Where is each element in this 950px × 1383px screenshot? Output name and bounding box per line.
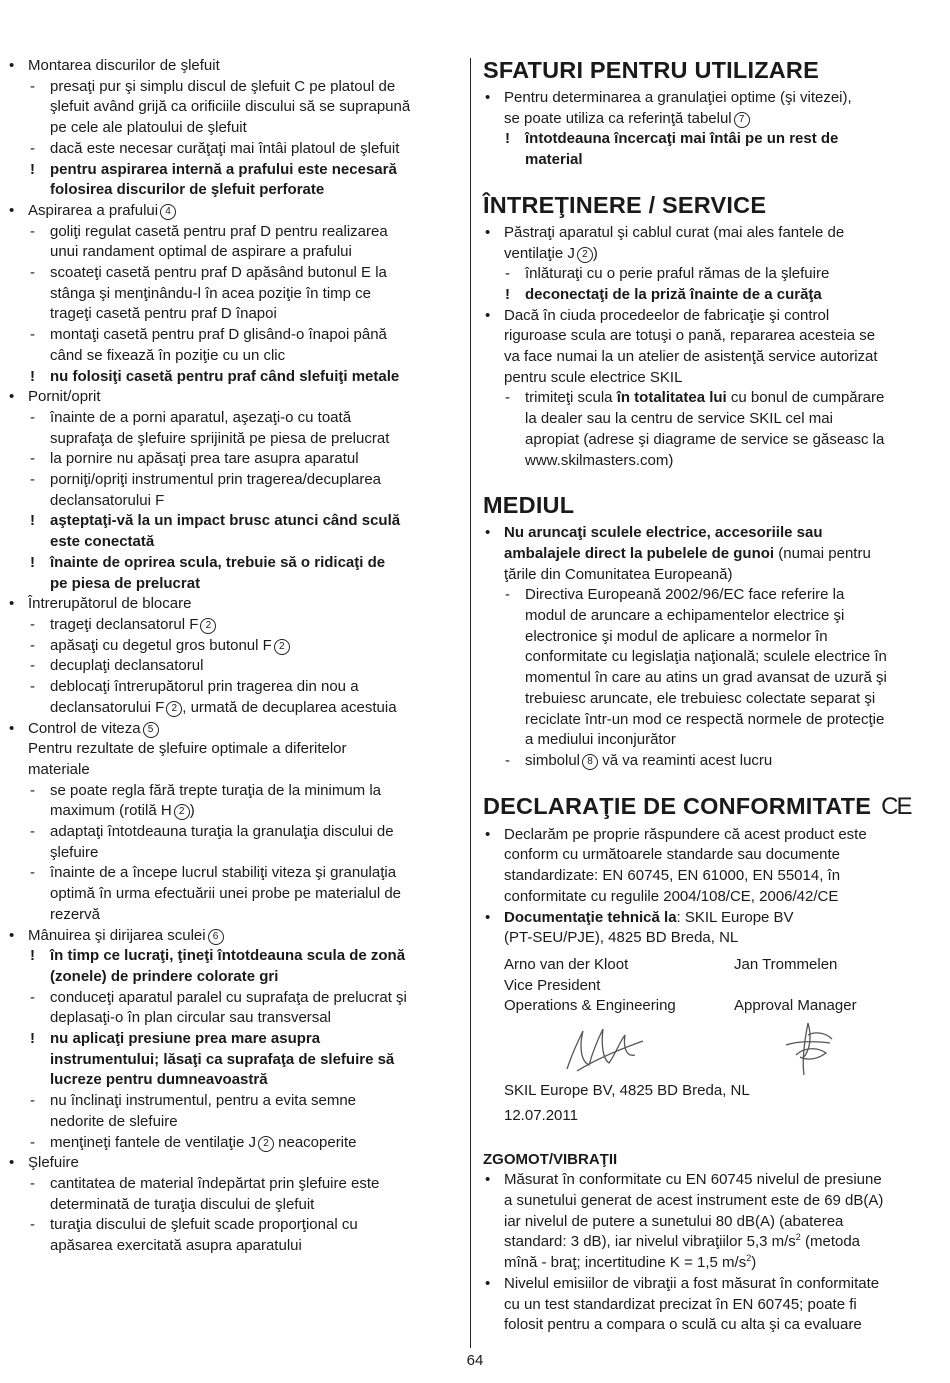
list-line <box>483 689 935 710</box>
list-line <box>8 843 460 864</box>
line-text: Pentru rezultate de şlefuire optimale a diferitelor <box>28 740 347 758</box>
line-text: deblocaţi întrerupătorul prin tragerea din nou a <box>50 678 359 696</box>
list-line <box>483 647 935 668</box>
list-line <box>483 109 935 130</box>
list-line <box>483 730 935 751</box>
line-text: optimă în urma efectuării unei probe pe materialul de <box>50 885 402 903</box>
line-text-after: : SKIL Europe BV <box>676 908 794 926</box>
line-text: Documentaţie tehnică la <box>504 908 677 926</box>
dash-icon: - <box>30 139 35 157</box>
bullet-item <box>483 88 935 109</box>
line-text: pentru aspirarea internă a prafului este necesară <box>50 160 397 178</box>
line-text: înlăturaţi cu o perie praful rămas de la şlefuire <box>525 265 830 283</box>
list-line <box>483 1315 935 1336</box>
list-line <box>8 698 460 719</box>
list-line <box>8 739 460 760</box>
dash-icon: - <box>30 408 35 426</box>
list-line <box>8 118 460 139</box>
bullet-icon: • <box>9 388 15 406</box>
line-text: a mediului inconjurător <box>525 731 676 749</box>
bullet-item <box>483 1274 935 1295</box>
bullet-item <box>8 56 460 77</box>
tips-heading: SFATURI PENTRU UTILIZARE <box>483 57 819 83</box>
line-text: conform cu următoarele standarde sau documente <box>504 846 841 864</box>
line-text: înainte de oprirea scula, trebuie să o ridicaţi de <box>50 553 386 571</box>
list-line <box>483 1295 935 1316</box>
dash-icon: - <box>30 471 35 489</box>
line-text: nu folosiţi casetă pentru praf când slefuiţi metale <box>50 367 400 385</box>
line-text: lucreze pentru dumneavoastră <box>50 1071 268 1089</box>
line-text: standardizate: EN 60745, EN 61000, EN 55014, în <box>504 867 841 885</box>
warning-line <box>8 553 460 574</box>
line-text: Mânuirea şi dirijarea sculei <box>28 926 206 944</box>
list-line <box>8 801 460 822</box>
list-line <box>483 585 935 606</box>
bullet-icon: • <box>9 926 15 944</box>
list-line <box>483 866 935 887</box>
line-text: în timp ce lucraţi, ţineţi întotdeauna scula de zonă <box>50 947 406 965</box>
list-line <box>8 346 460 367</box>
list-line <box>8 222 460 243</box>
list-line <box>8 304 460 325</box>
line-text: simbolul <box>525 751 581 769</box>
dash-icon: - <box>30 678 35 696</box>
dash-icon: - <box>30 77 35 95</box>
list-line <box>483 627 935 648</box>
line-text: Măsurat în conformitate cu EN 60745 nivelul de presiune <box>504 1171 882 1189</box>
line-text: maximum (rotilă H <box>50 802 172 820</box>
line-text: folosit pentru a compara o sculă cu alta şi ca evaluare <box>504 1316 862 1334</box>
line-text: întotdeauna încercaţi mai întâi pe un rest de <box>525 130 839 148</box>
warning-line <box>8 180 460 201</box>
bullet-item <box>8 201 460 222</box>
list-line <box>8 781 460 802</box>
line-text: Declarăm pe proprie răspundere că acest product este <box>504 825 867 843</box>
declaration-heading: DECLARAŢIE DE CONFORMITATE CE <box>483 792 911 820</box>
list-line <box>8 1008 460 1029</box>
bullet-item <box>8 1153 460 1174</box>
list-line <box>8 1195 460 1216</box>
line-text: mînă - braţ; incertitudine K = 1,5 m/s <box>504 1254 747 1272</box>
line-text: Montarea discurilor de şlefuit <box>28 57 220 74</box>
list-line <box>8 139 460 160</box>
line-text: ambalajele direct la pubelele de gunoi <box>504 544 775 562</box>
list-line <box>483 368 935 389</box>
column-divider <box>470 58 471 1348</box>
bullet-icon: • <box>9 719 15 737</box>
line-text: folosirea discurilor de şlefuit perforate <box>50 181 325 199</box>
bullet-item <box>8 594 460 615</box>
list-line <box>483 409 935 430</box>
bullet-icon: • <box>9 57 15 74</box>
warning-line <box>8 532 460 553</box>
line-text: înainte de a începe lucrul stabiliţi viteza şi granulaţia <box>50 864 397 882</box>
line-text: dacă este necesar curăţaţi mai întâi platoul de şlefuit <box>50 139 400 157</box>
list-line <box>8 884 460 905</box>
warning-line <box>8 1050 460 1071</box>
line-text: se poate utiliza ca referinţă tabelul <box>504 109 732 127</box>
list-line <box>483 326 935 347</box>
dash-icon: - <box>30 1216 35 1234</box>
list-line <box>483 1253 935 1274</box>
warning-line <box>8 967 460 988</box>
line-text: ţările din Comunitatea Europeană) <box>504 565 733 583</box>
bullet-item <box>8 387 460 408</box>
line-text: a sunetului generat de acest instrument este de 69 dB(A) <box>504 1192 884 1210</box>
circled-number-icon: 8 <box>582 754 598 770</box>
signatories <box>504 955 935 1126</box>
line-text-after: , urmată de decuplarea acestuia <box>182 698 397 716</box>
circled-number-icon: 2 <box>577 247 593 263</box>
line-text: Şlefuire <box>28 1154 79 1172</box>
list-line <box>483 668 935 689</box>
exclamation-icon: ! <box>30 947 35 965</box>
dash-icon: - <box>30 988 35 1006</box>
line-text: declansatorului F <box>50 491 165 509</box>
line-text: www.skilmasters.com) <box>525 451 674 469</box>
line-text: deconectaţi de la priză înainte de a curăţa <box>525 285 822 303</box>
list-line <box>8 77 460 98</box>
line-text: când se fixează în poziţie cu un clic <box>50 346 286 364</box>
line-text: trebuiesc aruncate, ele trebuiesc colectate separat şi <box>525 689 876 707</box>
circled-number-icon: 2 <box>166 701 182 717</box>
superscript: 2 <box>795 1232 801 1243</box>
declaration-date: 12.07.2011 <box>504 1106 578 1124</box>
dash-icon: - <box>30 1092 35 1110</box>
list-line <box>8 656 460 677</box>
line-text: presaţi pur şi simplu discul de şlefuit C pe platoul de <box>50 77 396 95</box>
bullet-icon: • <box>485 306 491 324</box>
line-text: trimiteţi scula <box>525 389 617 407</box>
list-line <box>8 449 460 470</box>
line-text: adaptaţi întotdeauna turaţia la granulaţia discului de <box>50 823 394 841</box>
bullet-item <box>483 1170 935 1191</box>
line-text: se poate regla fără trepte turaţia de la minimum la <box>50 781 382 799</box>
dash-icon: - <box>30 823 35 841</box>
signatory-left-department: Operations & Engineering <box>504 997 676 1015</box>
line-text: porniţi/opriţi instrumentul prin tragerea/decuplarea <box>50 471 382 489</box>
environment-heading: MEDIUL <box>483 492 575 519</box>
warning-line <box>8 367 460 388</box>
line-text: Nivelul emisiilor de vibraţii a fost măsurat în conformitate <box>504 1274 880 1292</box>
dash-icon: - <box>505 389 510 407</box>
list-line <box>483 845 935 866</box>
circled-number-icon: 7 <box>734 112 750 128</box>
list-line <box>483 928 935 949</box>
exclamation-icon: ! <box>505 285 510 303</box>
line-text: va face numai la un atelier de asistenţă service autorizat <box>504 348 878 366</box>
line-text: menţineţi fantele de ventilaţie J <box>50 1133 256 1151</box>
line-text: stânga şi menţinându-l în acea poziţie în timp ce <box>50 284 372 302</box>
line-text: unui randament optimal de aspirare a prafului <box>50 243 352 261</box>
signature-right-icon <box>774 1017 844 1077</box>
line-text: suprafaţa de şlefuire sprijinită pe piesa de prelucrat <box>50 429 390 447</box>
bullet-item <box>8 926 460 947</box>
circled-number-icon: 2 <box>258 1136 274 1152</box>
list-line <box>483 544 935 565</box>
list-line <box>8 429 460 450</box>
list-line <box>8 1174 460 1195</box>
exclamation-icon: ! <box>30 367 35 385</box>
line-text: determinată de turaţia discului de şlefuit <box>50 1195 315 1213</box>
line-text: Nu aruncaţi sculele electrice, accesoriile sau <box>504 524 823 542</box>
list-line <box>8 1091 460 1112</box>
line-text-after: vă va reaminti acest lucru <box>598 751 773 769</box>
list-line <box>8 615 460 636</box>
line-text: electronice şi modul de aplicare a normelor în <box>525 627 828 645</box>
exclamation-icon: ! <box>30 512 35 530</box>
environment-list <box>483 523 935 771</box>
dash-icon: - <box>30 326 35 344</box>
line-text: înainte de a porni aparatul, aşezaţi-o cu toată <box>50 408 352 426</box>
warning-line <box>8 574 460 595</box>
list-line <box>8 470 460 491</box>
ce-mark-icon: CE <box>881 792 911 820</box>
line-text: pentru scule electrice SKIL <box>504 368 683 386</box>
line-text: decuplaţi declansatorul <box>50 657 204 675</box>
dash-icon: - <box>505 751 510 769</box>
line-text: nu aplicaţi presiune prea mare asupra <box>50 1030 321 1048</box>
line-text: (zonele) de prindere colorate gri <box>50 967 279 985</box>
dash-icon: - <box>505 265 510 283</box>
line-text-after: ) <box>751 1254 757 1272</box>
line-text: momentul în care au atins un grad avansat de uzură şi <box>525 669 887 687</box>
circled-number-icon: 4 <box>160 204 176 220</box>
dash-icon: - <box>30 1174 35 1192</box>
line-text: riguroase scula are totuşi o pană, repararea acesteia se <box>504 327 876 345</box>
line-text: conformitate cu legislaţia naţională; sculele electrice în <box>525 648 887 666</box>
line-text: Pentru determinarea a granulaţiei optime (şi vitezei), <box>504 89 852 106</box>
line-text: şlefuire <box>50 843 99 861</box>
line-text: Pornit/oprit <box>28 388 101 406</box>
warning-line <box>8 1029 460 1050</box>
line-text: la pornire nu apăsaţi prea tare asupra aparatul <box>50 450 359 468</box>
line-text-after: neacoperite <box>273 1133 357 1151</box>
line-text: rezervă <box>50 905 101 923</box>
list-line <box>8 325 460 346</box>
circled-number-icon: 5 <box>143 722 159 738</box>
warning-line <box>483 285 935 306</box>
right-column <box>483 56 935 1336</box>
list-line <box>8 408 460 429</box>
exclamation-icon: ! <box>505 130 510 148</box>
page-number: 64 <box>466 1352 484 1369</box>
list-line <box>8 760 460 781</box>
bullet-icon: • <box>9 1154 15 1172</box>
list-line <box>8 1112 460 1133</box>
line-text: apăsaţi cu degetul gros butonul F <box>50 636 272 654</box>
dash-icon: - <box>30 222 35 240</box>
line-text-after: (numai pentru <box>774 544 871 562</box>
bullet-icon: • <box>485 1171 491 1189</box>
signatory-right-name: Jan Trommelen <box>734 955 838 973</box>
line-text: apăsarea exercitată asupra aparatului <box>50 1237 302 1255</box>
list-line <box>8 1215 460 1236</box>
line-text: reciclate într-un mod ce respectă normele de protecţie <box>525 710 885 728</box>
bullet-icon: • <box>9 201 15 219</box>
line-text: Dacă în ciuda procedeelor de fabricaţie şi control <box>504 306 830 324</box>
line-text: aşteptaţi-vă la un impact brusc atunci când sculă <box>50 512 401 530</box>
dash-icon: - <box>30 450 35 468</box>
list-line <box>8 863 460 884</box>
bullet-icon: • <box>485 89 491 106</box>
line-text: pe piesa de prelucrat <box>50 574 201 592</box>
line-text: modul de aruncare a echipamentelor electrice şi <box>525 607 845 625</box>
list-line <box>8 988 460 1009</box>
line-text: turaţia discului de şlefuit scade proporţional cu <box>50 1216 358 1234</box>
line-text: conduceţi aparatul paralel cu suprafaţa de prelucrat şi <box>50 988 407 1006</box>
line-text: standard: 3 dB), iar nivelul vibraţiilor 5,3 m/s <box>504 1233 796 1251</box>
left-column <box>8 56 460 1257</box>
tips-list <box>483 88 935 171</box>
bullet-item <box>483 523 935 544</box>
line-text: Păstraţi aparatul şi cablul curat (mai ales fantele de <box>504 223 845 241</box>
exclamation-icon: ! <box>30 553 35 571</box>
superscript: 2 <box>746 1253 752 1264</box>
dash-icon: - <box>30 636 35 654</box>
circled-number-icon: 6 <box>208 929 224 945</box>
dash-icon: - <box>30 864 35 882</box>
exclamation-icon: ! <box>30 1030 35 1048</box>
line-text: pe cele ale platoului de şlefuit <box>50 119 247 137</box>
line-text: la dealer sau la centru de service SKIL cel mai <box>525 410 833 428</box>
dash-icon: - <box>30 1133 35 1151</box>
line-text: instrumentului; lăsaţi ca suprafaţa de slefuire să <box>50 1050 395 1068</box>
bullet-item <box>8 719 460 740</box>
bullet-icon: • <box>485 223 491 241</box>
warning-line <box>8 511 460 532</box>
line-text: scoateţi casetă pentru praf D apăsând butonul E la <box>50 264 387 282</box>
bullet-item <box>483 306 935 327</box>
noise-list <box>483 1170 935 1336</box>
bullet-item <box>483 825 935 846</box>
list-line <box>8 905 460 926</box>
line-text: este conectată <box>50 533 155 551</box>
line-text: deplasaţi-o în plan circular sau transversal <box>50 1009 331 1027</box>
line-text: iar nivelul de putere a sunetului 80 dB(A) (abaterea <box>504 1212 844 1230</box>
line-text: Control de viteza <box>28 719 141 737</box>
line-text-after: cu bonul de cumpărare <box>726 389 885 407</box>
line-text: trageţi casetă pentru praf D înapoi <box>50 305 277 323</box>
list-line <box>483 430 935 451</box>
line-text: ventilaţie J <box>504 244 575 262</box>
line-text: nedorite de slefuire <box>50 1112 178 1130</box>
line-text: goliţi regulat casetă pentru praf D pentru realizarea <box>50 222 388 240</box>
line-text: (PT-SEU/PJE), 4825 BD Breda, NL <box>504 929 739 947</box>
bullet-item <box>483 908 935 929</box>
line-text: materiale <box>28 760 90 778</box>
line-text: conformitate cu regulile 2004/108/CE, 2006/42/CE <box>504 887 839 905</box>
list-line <box>483 565 935 586</box>
line-text: nu înclinaţi instrumentul, pentru a evita semne <box>50 1092 356 1110</box>
list-line <box>8 242 460 263</box>
list-line <box>483 1232 935 1253</box>
dash-icon: - <box>505 586 510 604</box>
circled-number-icon: 2 <box>200 618 216 634</box>
line-emphasis: în totalitatea lui <box>616 389 727 407</box>
list-line <box>483 244 935 265</box>
line-text: cu un test standardizat precizat în EN 60745; poate fi <box>504 1295 857 1313</box>
dash-icon: - <box>30 781 35 799</box>
list-line <box>483 751 935 772</box>
line-text: declansatorului F <box>50 698 165 716</box>
bullet-icon: • <box>485 825 491 843</box>
dash-icon: - <box>30 264 35 282</box>
warning-line <box>8 1070 460 1091</box>
dash-icon: - <box>30 615 35 633</box>
warning-line <box>483 150 935 171</box>
list-line <box>483 451 935 472</box>
company-line: SKIL Europe BV, 4825 BD Breda, NL <box>504 1081 750 1099</box>
line-text: apropiat (adrese şi diagrame de service se găseasc la <box>525 430 885 448</box>
noise-heading: ZGOMOT/VIBRAŢII <box>483 1151 618 1169</box>
line-text: Întrerupătorul de blocare <box>28 595 192 613</box>
list-line <box>483 887 935 908</box>
line-text: material <box>525 151 583 169</box>
warning-line <box>483 129 935 150</box>
warning-line <box>8 946 460 967</box>
circled-number-icon: 2 <box>174 804 190 820</box>
circled-number-icon: 2 <box>274 639 290 655</box>
declaration-list <box>483 825 935 949</box>
signature-left-icon <box>559 1021 649 1077</box>
line-text: montaţi casetă pentru praf D glisând-o înapoi până <box>50 326 387 344</box>
list-line <box>483 606 935 627</box>
line-text: Aspirarea a prafului <box>28 201 159 219</box>
list-line <box>483 347 935 368</box>
line-text-after: ) <box>592 244 598 262</box>
list-line <box>8 636 460 657</box>
list-line <box>483 264 935 285</box>
bullet-icon: • <box>485 524 491 542</box>
line-text: Directiva Europeană 2002/96/EC face referire la <box>525 586 845 604</box>
list-line <box>8 1236 460 1257</box>
line-text: trageţi declansatorul F <box>50 615 199 633</box>
exclamation-icon: ! <box>30 160 35 178</box>
signatory-left-title: Vice President <box>504 976 601 994</box>
bullet-icon: • <box>485 1274 491 1292</box>
list-line <box>8 284 460 305</box>
bullet-item <box>483 223 935 244</box>
line-text: şlefuit având grijă ca orificiile discului să se suprapună <box>50 98 411 116</box>
list-line <box>8 263 460 284</box>
list-line <box>483 388 935 409</box>
warning-line <box>8 160 460 181</box>
line-text: cantitatea de material îndepărtat prin şlefuire este <box>50 1174 380 1192</box>
list-line <box>483 1191 935 1212</box>
list-line <box>483 710 935 731</box>
list-line <box>483 1212 935 1233</box>
service-heading: ÎNTREŢINERE / SERVICE <box>483 191 767 218</box>
list-line <box>8 677 460 698</box>
signatory-right-title: Approval Manager <box>734 997 857 1015</box>
service-list <box>483 223 935 471</box>
list-line <box>8 822 460 843</box>
list-line <box>8 1133 460 1154</box>
line-text-after: ) <box>189 802 195 820</box>
dash-icon: - <box>30 657 35 675</box>
line-text-after: (metoda <box>800 1233 861 1251</box>
list-line <box>8 491 460 512</box>
signatory-left-name: Arno van der Kloot <box>504 955 629 973</box>
list-line <box>8 97 460 118</box>
bullet-icon: • <box>9 595 15 613</box>
bullet-icon: • <box>485 908 491 926</box>
